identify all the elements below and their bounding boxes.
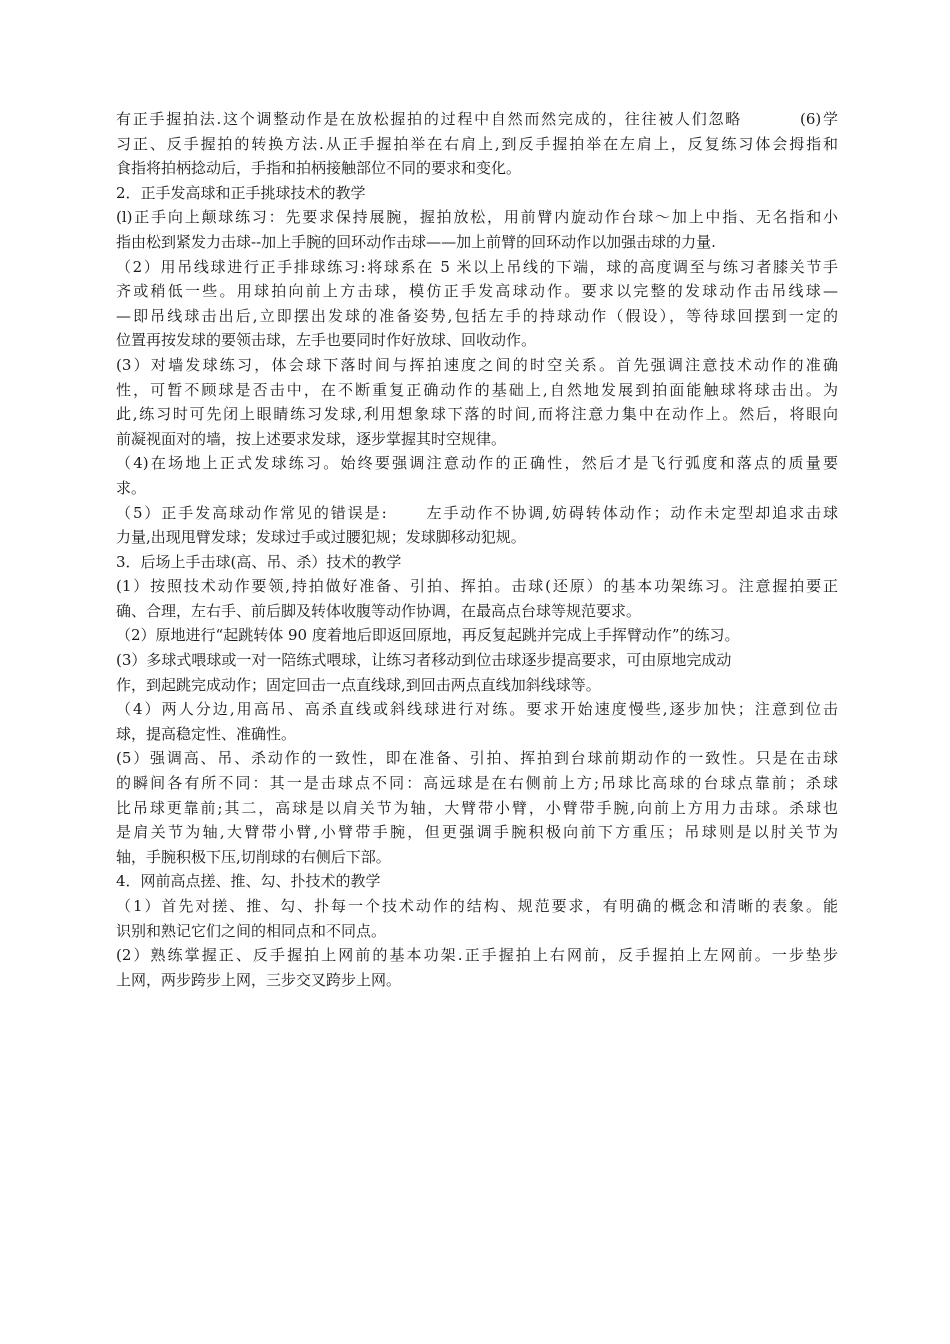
text-line-26: 球，提高稳定性、准确性。 <box>116 724 297 743</box>
text-line-27: (5）强调高、吊、杀动作的一致性，即在准备、引拍、挥拍到台球前期动作的一致性。只是在击球 <box>116 749 838 768</box>
text-line-1 <box>116 107 838 132</box>
text-line-18: 力量,出现甩臂发球；发球过手或过腰犯规；发球脚移动犯规。 <box>116 528 526 547</box>
text-line-16: 求。 <box>116 478 147 497</box>
text-line-34: 识别和熟记它们之间的相同点和不同点。 <box>116 921 387 940</box>
line-text: （5）正手发高球动作常见的错误是: <box>116 503 387 522</box>
text-line-23: (3）多球式喂球或一对一陪练式喂球，让练习者移动到位击球逐步提高要求，可由原地完成动 <box>116 651 732 670</box>
text-line-30: 是肩关节为轴,大臂带小臂,小臂带手腕，但更强调手腕积极向前下方重压；吊球则是以肘关节为 <box>116 823 838 842</box>
text-line-3: 食指将拍柄捻动后，手指和拍柄接触部位不同的要求和变化。 <box>116 159 522 178</box>
text-line-7: （2）用吊线球进行正手排球练习:将球系在 5 米以上吊线的下端，球的高度调至与练习者膝关节手 <box>116 257 838 276</box>
text-line-35: (2）熟练掌握正、反手握拍上网前的基本功架.正手握拍上右网前，反手握拍上左网前。一步垫步 <box>116 946 838 965</box>
text-line-9: —即吊线球击出后,立即摆出发球的准备姿势,包括左手的持球动作（假设），等待球回摆到一定的 <box>116 306 838 325</box>
line-text: 有正手握拍法.这个调整动作是在放松握拍的过程中自然而然完成的，往往被人们忽略 <box>116 110 742 128</box>
text-line-21: 确、合理，左右手、前后脚及转体收腹等动作协调，在最高点台球等规范要求。 <box>116 601 642 620</box>
text-line-17 <box>116 501 838 526</box>
text-line-15: （4)在场地上正式发球练习。始终要强调注意动作的正确性，然后才是飞行弧度和落点的质量要 <box>116 454 838 473</box>
text-line-25: （4）两人分边,用高吊、高杀直线或斜线球进行对练。要求开始速度慢些,逐步加快；注意到位击 <box>116 700 838 719</box>
text-line-14: 前凝视面对的墙，按上述要求发球，逐步掌握其时空规律。 <box>116 429 507 448</box>
text-line-28: 的瞬间各有所不同：其一是击球点不同：高远球是在右侧前上方;吊球比高球的台球点靠前；杀球 <box>116 774 838 793</box>
section-heading-4: 4．网前高点搓、推、勾、扑技术的教学 <box>116 872 381 891</box>
text-line-29: 比吊球更靠前;其二，高球是以肩关节为轴，大臂带小臂，小臂带手腕,向前上方用力击球。杀球也 <box>116 798 838 817</box>
text-line-36: 上网，两步跨步上网，三步交叉跨步上网。 <box>116 970 402 989</box>
section-heading-3: 3．后场上手击球(高、吊、杀）技术的教学 <box>116 552 402 571</box>
text-line-2: 习正、反手握拍的转换方法.从正手握拍举在右肩上,到反手握拍举在左肩上，反复练习体会拇指和 <box>116 134 838 153</box>
text-line-31: 轴，手腕积极下压,切削球的右侧后下部。 <box>116 847 391 866</box>
text-line-12: 性，可暂不顾球是否击中，在不断重复正确动作的基础上,自然地发展到拍面能触球将球击出。为 <box>116 380 838 399</box>
text-line-13: 此,练习时可先闭上眼睛练习发球,利用想象球下落的时间,而将注意力集中在动作上。然后，将眼向 <box>116 405 838 424</box>
line-text-tail: 左手动作不协调,妨碍转体动作；动作未定型却追求击球 <box>424 503 838 522</box>
text-line-24: 作，到起跳完成动作；固定回击一点直线球,到回击两点直线加斜线球等。 <box>116 675 601 694</box>
line-text-tail: (6)学 <box>800 110 838 128</box>
text-line-8: 齐或稍低一些。用球拍向前上方击球，模仿正手发高球动作。要求以完整的发球动作击吊线球— <box>116 282 838 301</box>
text-line-33: （1）首先对搓、推、勾、扑每一个技术动作的结构、规范要求，有明确的概念和清晰的表象。能 <box>116 897 838 915</box>
text-line-20: (1）按照技术动作要领,持拍做好准备、引拍、挥拍。击球(还原）的基本功架练习。注意握拍要正 <box>116 577 838 596</box>
document-body <box>116 107 838 992</box>
text-line-6: 指由松到紧发力击球--加上手腕的回环动作击球——加上前臂的回环动作以加强击球的力量. <box>116 232 716 251</box>
text-line-5: (l)正手向上颠球练习：先要求保持展腕，握拍放松，用前臂内旋动作台球～加上中指、无名指和小 <box>116 208 838 227</box>
section-heading-2: 2．正手发高球和正手挑球技术的教学 <box>116 183 366 202</box>
text-line-22: （2）原地进行“起跳转体 90 度着地后即返回原地，再反复起跳并完成上手挥臂动作”的练习。 <box>116 626 740 645</box>
text-line-11: (3）对墙发球练习，体会球下落时间与挥拍速度之间的时空关系。首先强调注意技术动作的准确 <box>116 355 838 374</box>
text-line-10: 位置再按发球的要领击球，左手也要同时作好放球、回收动作。 <box>116 331 537 350</box>
